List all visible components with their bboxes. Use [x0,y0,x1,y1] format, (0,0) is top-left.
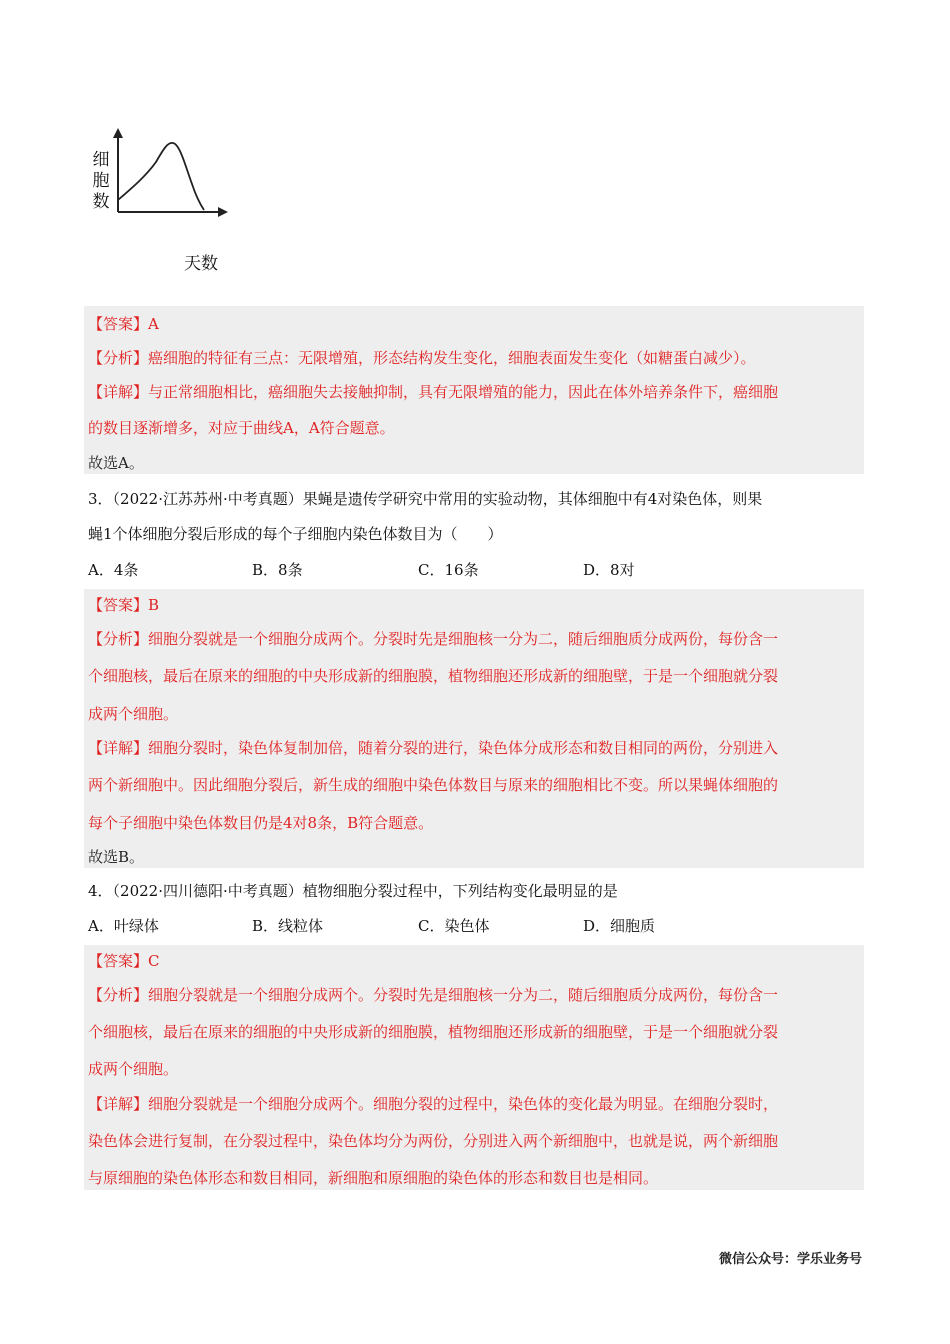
q4-option-d: D．细胞质 [583,917,656,935]
q4-solution-box [84,945,864,1190]
cell-count-curve [118,143,204,210]
q3-detail-line-2: 两个新细胞中。因此细胞分裂后，新生成的细胞中染色体数目与原来的细胞相比不变。所以果蝇体细胞的 [88,776,779,794]
cell-count-curve-figure [86,126,236,276]
q2-detail-line-2: 的数目逐渐增多，对应于曲线A，A符合题意。 [88,419,395,437]
q3-detail-line-1: 【详解】细胞分裂时，染色体复制加倍，随着分裂的进行，染色体分成形态和数目相同的两份，分别进入 [88,739,779,757]
q3-option-c: C．16条 [418,561,479,579]
q4-option-c: C．染色体 [418,917,490,935]
q2-conclusion: 故选A。 [88,454,144,472]
q2-answer: 【答案】A [88,315,159,333]
q3-conclusion: 故选B。 [88,848,145,866]
q2-detail-line-1: 【详解】与正常细胞相比，癌细胞失去接触抑制，具有无限增殖的能力，因此在体外培养条件下，癌细胞 [88,383,779,401]
q3-analysis-line-3: 成两个细胞。 [88,705,179,723]
q3-analysis-line-1: 【分析】细胞分裂就是一个细胞分成两个。分裂时先是细胞核一分为二，随后细胞质分成两份，每份含一 [88,630,779,648]
q4-analysis-line-3: 成两个细胞。 [88,1060,179,1078]
q3-option-b: B．8条 [252,561,303,579]
q3-stem-line-1: 3．（2022·江苏苏州·中考真题）果蝇是遗传学研究中常用的实验动物，其体细胞中有4对染色体，则果 [88,490,763,508]
x-axis-arrow [218,207,228,217]
x-axis-label: 天数 [184,254,218,274]
q4-answer: 【答案】C [88,952,160,970]
y-axis-label [90,150,112,213]
y-axis-label-char: 胞 [92,171,110,191]
y-axis-arrow [113,128,123,138]
q3-option-a: A．4条 [88,561,139,579]
q3-option-d: D．8对 [583,561,635,579]
q4-option-b: B．线粒体 [252,917,324,935]
q3-stem-line-2: 蝇1个体细胞分裂后形成的每个子细胞内染色体数目为（ ） [88,525,503,543]
q4-option-a: A．叶绿体 [88,917,159,935]
q4-detail-line-3: 与原细胞的染色体形态和数目相同，新细胞和原细胞的染色体的形态和数目也是相同。 [88,1169,659,1187]
q3-analysis-line-2: 个细胞核，最后在原来的细胞的中央形成新的细胞膜，植物细胞还形成新的细胞壁，于是一个细胞就分裂 [88,667,779,685]
q4-stem: 4．（2022·四川德阳·中考真题）植物细胞分裂过程中，下列结构变化最明显的是 [88,882,618,900]
q4-detail-line-2: 染色体会进行复制，在分裂过程中，染色体均分为两份，分别进入两个新细胞中，也就是说，两个新细胞 [88,1132,779,1150]
q4-analysis-line-1: 【分析】细胞分裂就是一个细胞分成两个。分裂时先是细胞核一分为二，随后细胞质分成两份，每份含一 [88,986,779,1004]
q2-analysis: 【分析】癌细胞的特征有三点：无限增殖，形态结构发生变化，细胞表面发生变化（如糖蛋白减少）。 [88,349,756,367]
q3-detail-line-3: 每个子细胞中染色体数目仍是4对8条，B符合题意。 [88,814,434,832]
footer-wechat-account: 微信公众号：学乐业务号 [718,1252,862,1267]
q3-answer: 【答案】B [88,596,160,614]
y-axis-label-char: 数 [92,192,110,212]
q4-analysis-line-2: 个细胞核，最后在原来的细胞的中央形成新的细胞膜，植物细胞还形成新的细胞壁，于是一个细胞就分裂 [88,1023,779,1041]
q4-detail-line-1: 【详解】细胞分裂就是一个细胞分成两个。细胞分裂的过程中，染色体的变化最为明显。在细胞分裂时， [88,1095,779,1113]
y-axis-label-char: 细 [92,150,110,170]
